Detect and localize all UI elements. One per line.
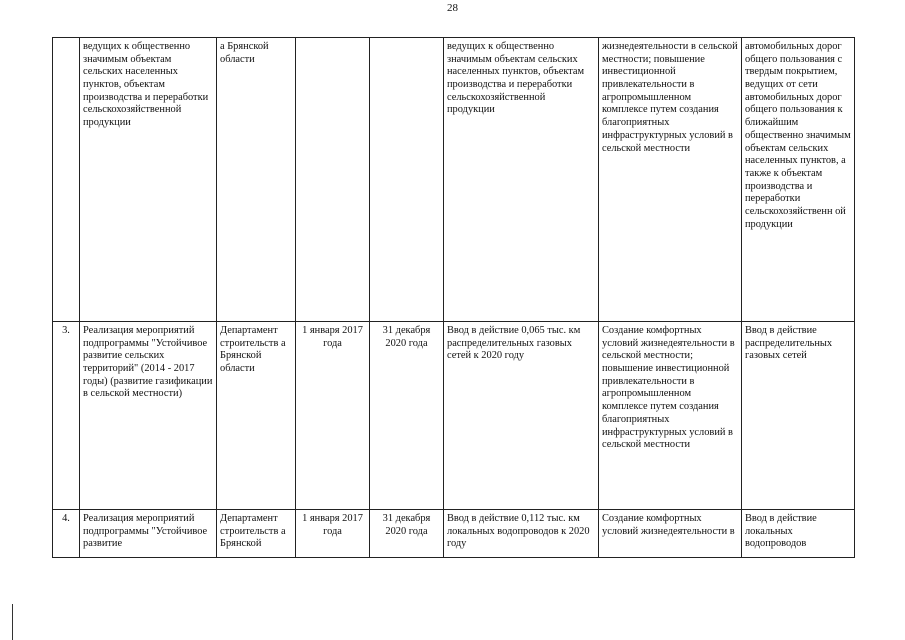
start-date-cell: 1 января 2017 года [296,322,370,510]
row-number [53,38,80,322]
expected-result-cell: Ввод в действие 0,112 тыс. км локальных водопроводов к 2020 году [444,510,599,558]
end-date-cell: 31 декабря 2020 года [370,322,444,510]
executor-cell: а Брянской области [217,38,296,322]
executor-cell: Департамент строительств а Брянской области [217,322,296,510]
end-date-cell [370,38,444,322]
row-number: 4. [53,510,80,558]
page-number: 28 [447,2,458,14]
executor-cell: Департамент строительств а Брянской [217,510,296,558]
table-row [53,38,855,322]
event-cell: Реализация мероприятий подпрограммы "Устойчивое развитие [80,510,217,558]
start-date-cell [296,38,370,322]
table-row [53,322,855,510]
row-number: 3. [53,322,80,510]
goal-cell: жизнедеятельности в сельской местности; повышение инвестиционной привлекательности в агропромышленном комплексе путем создания благоприятных инфраструктурных условий в сельской местности [599,38,742,322]
expected-result-cell: ведущих к общественно значимым объектам сельских населенных пунктов, объектам производства и переработки сельскохозяйственной продукции [444,38,599,322]
indicator-cell: Ввод в действие распределительных газовых сетей [742,322,855,510]
indicator-cell: Ввод в действие локальных водопроводов [742,510,855,558]
scan-edge-mark [12,604,13,640]
program-events-table [52,37,855,558]
table-row [53,510,855,558]
goal-cell: Создание комфортных условий жизнедеятельности в сельской местности; повышение инвестиционной привлекательности в агропромышленном комплексе путем создания благоприятных инфраструктурных условий в сельской местности [599,322,742,510]
start-date-cell: 1 января 2017 года [296,510,370,558]
expected-result-cell: Ввод в действие 0,065 тыс. км распределительных газовых сетей к 2020 году [444,322,599,510]
event-cell: Реализация мероприятий подпрограммы "Устойчивое развитие сельских территорий" (2014 - 2017 годы) (развитие газификации в сельской местности) [80,322,217,510]
end-date-cell: 31 декабря 2020 года [370,510,444,558]
indicator-cell: автомобильных дорог общего пользования с твердым покрытием, ведущих от сети автомобильных дорог общего пользования к ближайшим общественно значимым объектам сельских населенных пунктов, а также к объектам производства и переработки сельскохозяйственн ой продукции [742,38,855,322]
goal-cell: Создание комфортных условий жизнедеятельности в [599,510,742,558]
event-cell: ведущих к общественно значимым объектам сельских населенных пунктов, объектам производства и переработки сельскохозяйственной продукции [80,38,217,322]
